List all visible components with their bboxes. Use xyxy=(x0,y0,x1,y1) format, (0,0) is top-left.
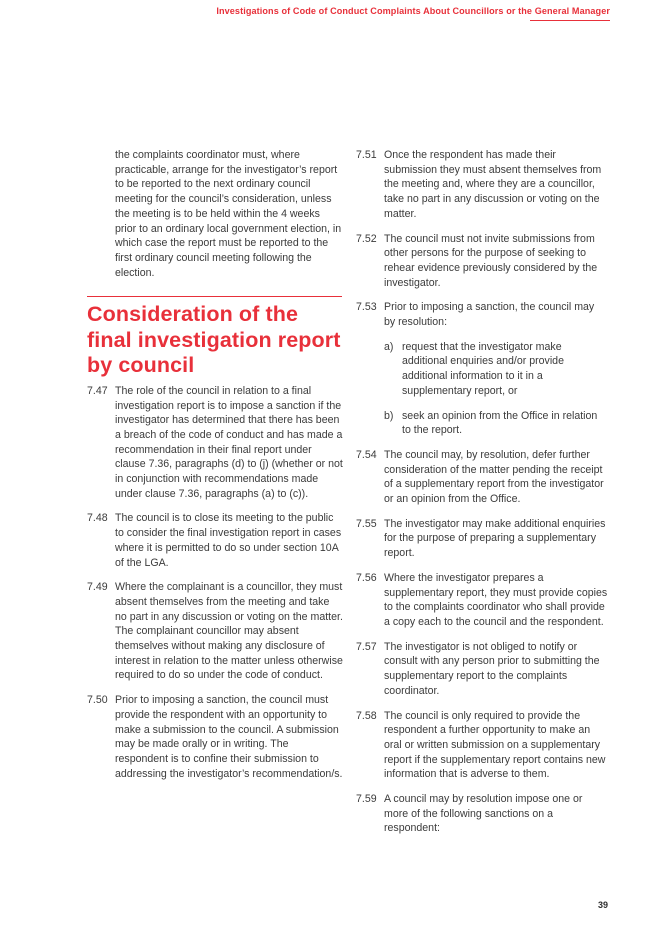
clause-number: 7.51 xyxy=(356,149,377,161)
clause-text: Where the investigator prepares a supplementary report, they must provide copies to the complaints coordinator who shall provide a copy each to the council and the respondent. xyxy=(384,571,608,628)
sub-clause-letter: b) xyxy=(384,409,394,422)
clause-number: 7.53 xyxy=(356,301,377,314)
clause-7-52 xyxy=(356,232,608,291)
sub-clause-text: request that the investigator make additional enquiries and/or provide additional information to it in a supplementary report, or xyxy=(402,340,564,397)
clause-7-48 xyxy=(87,511,343,570)
clause-text: The council is only required to provide the respondent a further opportunity to make an oral or written submission on a supplementary report if the supplementary report contains new information that is adverse to them. xyxy=(384,709,606,781)
sub-clause-list xyxy=(384,340,608,438)
left-column xyxy=(87,148,343,791)
clause-7-53 xyxy=(356,300,608,438)
clause-text: Prior to imposing a sanction, the council may by resolution: xyxy=(384,301,595,329)
clause-7-55 xyxy=(356,517,608,561)
clause-number: 7.54 xyxy=(356,448,377,461)
clause-text: Prior to imposing a sanction, the council must provide the respondent with an opportunity to make a submission to the council. A submission may be made orally or in writing. The respondent is to confine their submission to addressing the investigator’s recommendation/s. xyxy=(115,694,343,780)
page-number: 39 xyxy=(597,900,608,910)
running-header: Investigations of Code of Conduct Complaints About Councillors or the General Manager xyxy=(216,6,610,16)
sub-clause-letter: a) xyxy=(384,340,394,353)
clause-7-49 xyxy=(87,580,343,683)
clause-text: The council is to close its meeting to the public to consider the final investigation report in cases where it is permitted to do so under section 10A of the LGA. xyxy=(115,512,342,569)
clause-number: 7.48 xyxy=(87,512,108,525)
clause-7-54 xyxy=(356,448,608,507)
clause-number: 7.52 xyxy=(356,232,377,245)
section-heading: Consideration of the final investigation report by council xyxy=(87,302,341,378)
clause-number: 7.49 xyxy=(87,581,108,594)
clause-text: The investigator is not obliged to notify or consult with any person prior to submitting the supplementary report to the complaints coordinator. xyxy=(384,640,600,697)
clause-7-58 xyxy=(356,709,608,783)
clause-text: Where the complainant is a councillor, they must absent themselves from the meeting and take no part in any discussion or voting on the matter. The complainant councillor may absent themselves without making any disclosure of interest in relation to the matter unless otherwise required to do so under the code of conduct. xyxy=(115,581,343,682)
clause-7-50 xyxy=(87,693,343,781)
continued-paragraph: the complaints coordinator must, where practicable, arrange for the investigator’s report to be reported to the next ordinary council meeting for the council’s consideration, unless the meeting is to be held within the 4 weeks prior to an ordinary local government election, in which case the report must be reported to the first ordinary council meeting following the election. xyxy=(115,149,342,279)
clause-7-47 xyxy=(87,384,343,502)
clause-number: 7.55 xyxy=(356,517,377,530)
clause-7-56 xyxy=(356,571,608,630)
clause-text: A council may by resolution impose one or more of the following sanctions on a respondent: xyxy=(384,793,583,835)
sub-clause-text: seek an opinion from the Office in relation to the report. xyxy=(402,409,598,437)
clause-text: The council may, by resolution, defer further consideration of the matter pending the receipt of a supplementary report from the investigator or an opinion from the Office. xyxy=(384,448,604,506)
clause-number: 7.59 xyxy=(356,793,377,806)
clause-text: The investigator may make additional enquiries for the purpose of preparing a supplementary report. xyxy=(384,517,606,560)
clause-text: Once the respondent has made their submission they must absent themselves from the meeting and, where they are a councillor, take no part in any discussion or voting on the matter. xyxy=(384,149,602,220)
sub-clause-a xyxy=(384,340,608,399)
clause-7-59 xyxy=(356,792,608,836)
clause-7-57 xyxy=(356,640,608,699)
sub-clause-b xyxy=(384,409,608,438)
clause-text: The council must not invite submissions from other persons for the purpose of seeking to rehear evidence previously considered by the investigator. xyxy=(384,232,598,289)
header-rule xyxy=(530,20,610,21)
clause-number: 7.56 xyxy=(356,571,377,584)
section-divider xyxy=(87,296,342,297)
clause-number: 7.47 xyxy=(87,384,108,397)
clause-7-51 xyxy=(356,148,608,222)
clause-number: 7.57 xyxy=(356,640,377,653)
clause-number: 7.58 xyxy=(356,709,377,722)
right-column xyxy=(356,148,608,846)
clause-number: 7.50 xyxy=(87,694,108,707)
clause-text: The role of the council in relation to a final investigation report is to impose a sanction if the investigator has determined that there has been a breach of the code of conduct and has made a recommendation in their final report under clause 7.36, paragraphs (d) to (j) (whether or not in conjunction with recommendations made under clause 7.36, paragraphs (a) to (c)). xyxy=(115,384,343,500)
